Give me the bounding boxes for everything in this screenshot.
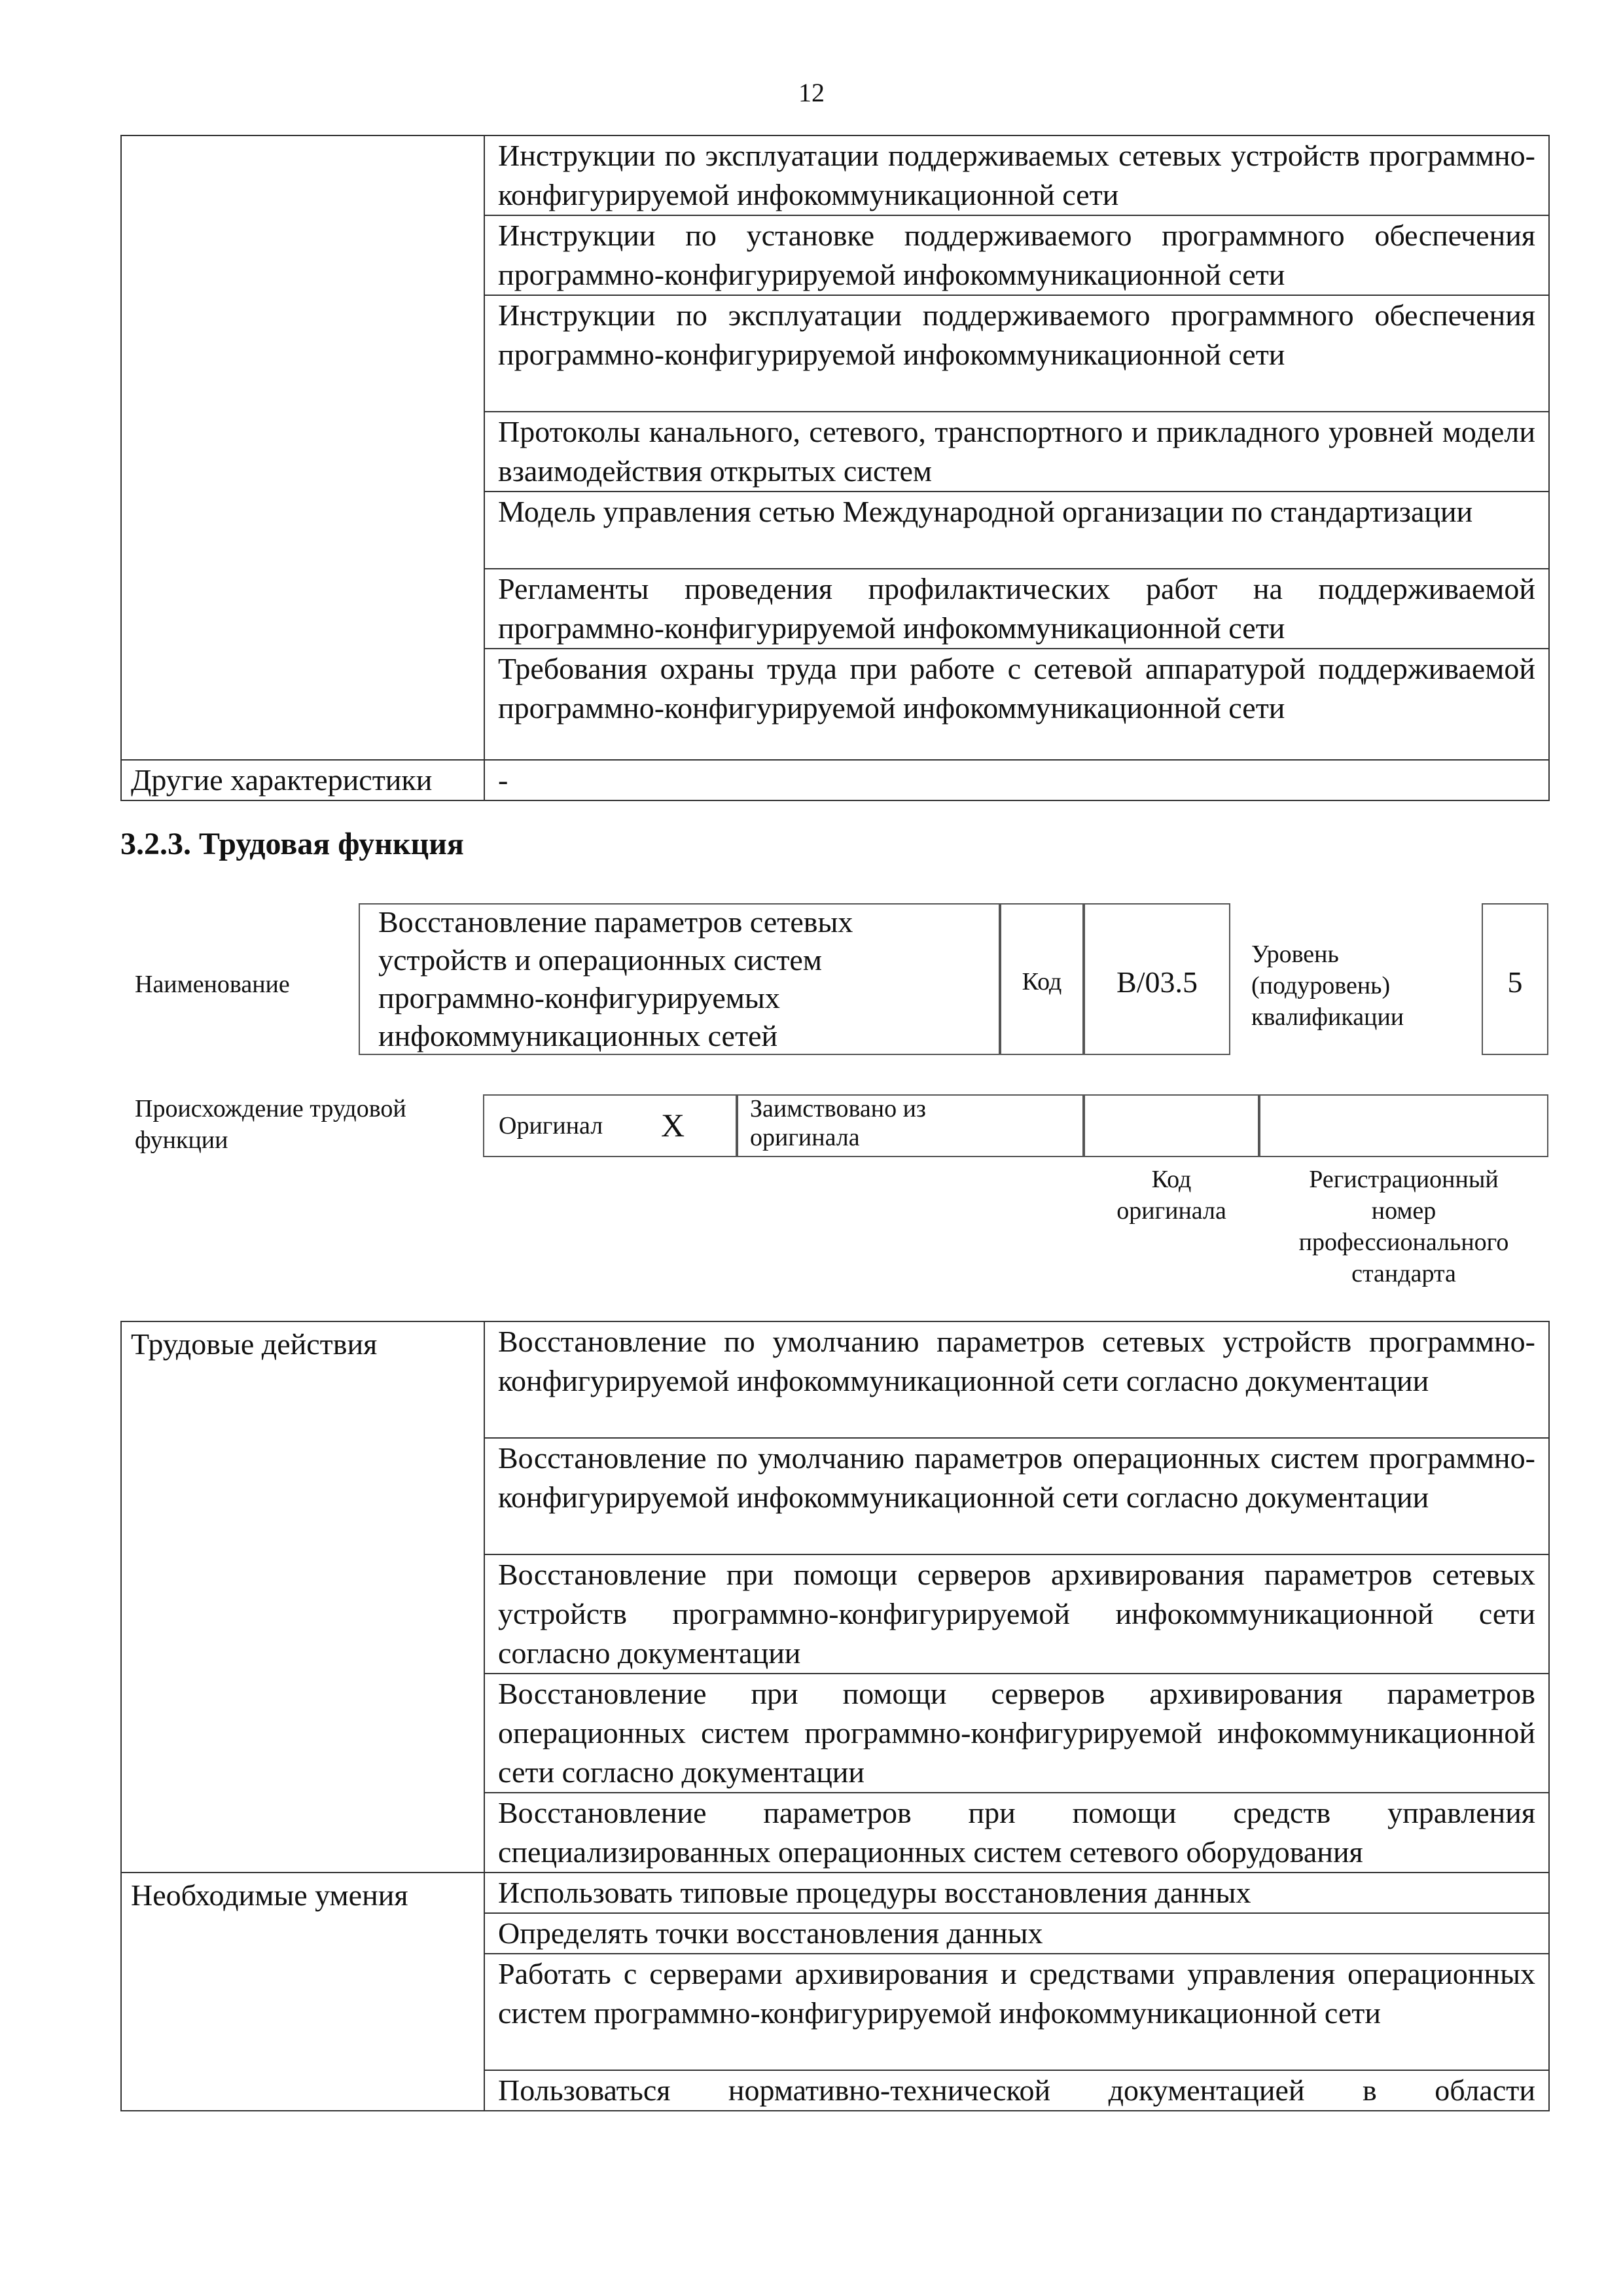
level-label-box [1230,903,1482,1055]
code-original-caption: Код оригинала [1116,1166,1226,1225]
name-box [359,903,1000,1055]
knowledge-item: Протоколы канального, сетевого, транспортного и прикладного уровней модели взаимодействия открытых систем [484,412,1549,492]
skill-item: Использовать типовые процедуры восстановления данных [484,1873,1549,1913]
code-value: B/03.5 [1116,965,1198,999]
knowledge-item: Инструкции по эксплуатации поддерживаемого программного обеспечения программно-конфигурируемой инфокоммуникационной сети [484,295,1549,412]
original-box [483,1094,737,1157]
code-value-box [1084,903,1230,1055]
original-mark: X [661,1107,685,1143]
original-label: Оригинал [499,1112,603,1139]
skill-item: Пользоваться нормативно-технической документацией в области [484,2070,1549,2111]
level-value: 5 [1507,965,1523,999]
other-characteristics-label: Другие характеристики [121,760,484,800]
knowledge-table [120,135,1550,801]
action-item: Восстановление по умолчанию параметров сетевых устройств программно-конфигурируемой инфокоммуникационной сети согласно документации [484,1321,1549,1438]
action-item: Восстановление по умолчанию параметров операционных систем программно-конфигурируемой инфокоммуникационной сети согласно документации [484,1438,1549,1554]
knowledge-item: Инструкции по установке поддерживаемого программного обеспечения программно-конфигурируемой инфокоммуникационной сети [484,215,1549,295]
knowledge-item: Инструкции по эксплуатации поддерживаемых сетевых устройств программно-конфигурируемой инфокоммуникационной сети [484,135,1549,215]
level-label: Уровень (подуровень) квалификации [1251,941,1404,1031]
section-title: 3.2.3. Трудовая функция [120,827,464,861]
actions-label: Трудовые действия [121,1321,484,1873]
knowledge-label-cell [121,135,484,760]
reg-number-box [1259,1094,1548,1157]
code-label: Код [1022,968,1062,996]
action-item: Восстановление при помощи серверов архивирования параметров сетевых устройств программно-конфигурируемой инфокоммуникационной сети согласно документации [484,1554,1549,1674]
name-value: Восстановление параметров сетевых устройств и операционных систем программно-конфигурируемых инфокоммуникационных сетей [378,905,853,1052]
actions-table [120,1321,1550,2111]
skill-item: Определять точки восстановления данных [484,1913,1549,1954]
borrowed-box [737,1094,1084,1157]
knowledge-item: Модель управления сетью Международной организации по стандартизации [484,492,1549,569]
other-characteristics-value: - [484,760,1549,800]
origin-label: Происхождение трудовой функции [135,1095,406,1154]
page-number: 12 [798,78,825,107]
knowledge-item: Требования охраны труда при работе с сетевой аппаратурой поддерживаемой программно-конфигурируемой инфокоммуникационной сети [484,649,1549,760]
action-item: Восстановление при помощи серверов архивирования параметров операционных систем программно-конфигурируемой инфокоммуникационной сети согласно документации [484,1674,1549,1793]
code-box [1000,903,1084,1055]
action-item: Восстановление параметров при помощи средств управления специализированных операционных систем сетевого оборудования [484,1793,1549,1873]
name-label: Наименование [135,971,290,998]
skills-label: Необходимые умения [121,1873,484,2111]
skill-item: Работать с серверами архивирования и средствами управления операционных систем программно-конфигурируемой инфокоммуникационной сети [484,1954,1549,2070]
borrowed-label: Заимствовано из оригинала [750,1095,926,1151]
code-original-box [1084,1094,1259,1157]
reg-number-caption: Регистрационный номер профессионального стандарта [1298,1166,1509,1287]
level-value-box [1482,903,1548,1055]
knowledge-item: Регламенты проведения профилактических работ на поддерживаемой программно-конфигурируемой инфокоммуникационной сети [484,569,1549,649]
